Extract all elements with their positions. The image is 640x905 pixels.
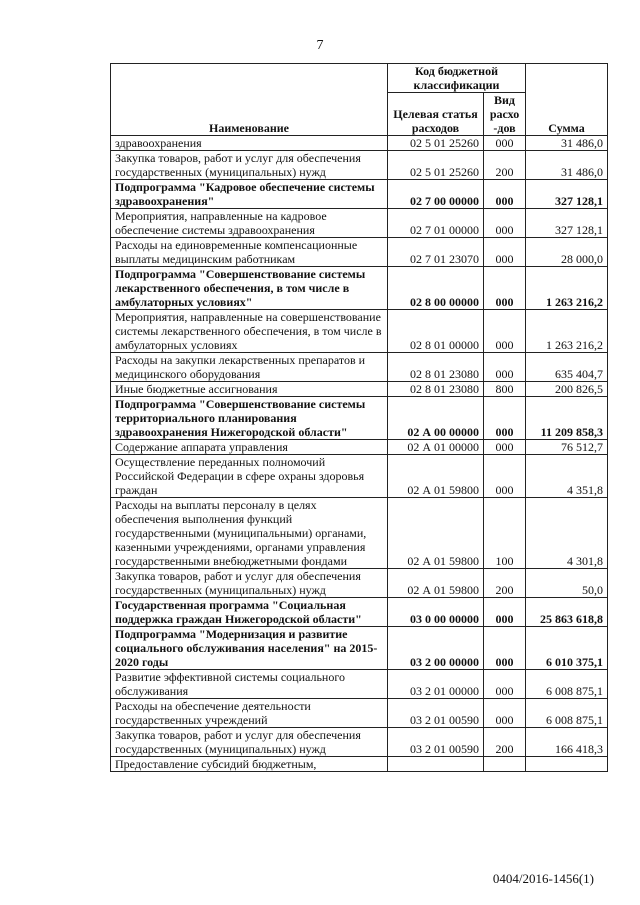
row-code-cell: 03 0 00 00000 [388, 598, 484, 627]
table-row [111, 627, 608, 670]
row-amount-cell: 31 486,0 [526, 151, 608, 180]
row-expense-type-cell: 800 [484, 382, 526, 397]
row-amount-cell: 25 863 618,8 [526, 598, 608, 627]
row-code-cell: 03 2 01 00000 [388, 670, 484, 699]
table-row [111, 757, 608, 772]
table-row [111, 440, 608, 455]
row-name-cell: Расходы на выплаты персоналу в целях обеспечения выполнения функций государственными (муниципальными) органами, казенными учреждениями, органами управления государственными внебюджетными фондами [111, 498, 388, 569]
row-expense-type-cell: 200 [484, 569, 526, 598]
expense-type-header: Вид расхо -дов [484, 93, 526, 136]
table-row [111, 209, 608, 238]
row-amount-cell: 635 404,7 [526, 353, 608, 382]
row-amount-cell: 200 826,5 [526, 382, 608, 397]
row-amount-cell: 6 008 875,1 [526, 699, 608, 728]
row-name-cell: Закупка товаров, работ и услуг для обеспечения государственных (муниципальных) нужд [111, 151, 388, 180]
row-expense-type-cell: 100 [484, 498, 526, 569]
row-name-cell: здравоохранения [111, 136, 388, 151]
row-expense-type-cell: 000 [484, 180, 526, 209]
table-row [111, 180, 608, 209]
row-name-cell: Государственная программа "Социальная поддержка граждан Нижегородской области" [111, 598, 388, 627]
row-amount-cell: 1 263 216,2 [526, 267, 608, 310]
table-header [111, 64, 608, 136]
table-row [111, 238, 608, 267]
row-name-cell: Подпрограмма "Совершенствование системы лекарственного обеспечения, в том числе в амбулаторных условиях" [111, 267, 388, 310]
row-code-cell: 02 8 01 23080 [388, 382, 484, 397]
name-column-header: Наименование [111, 64, 388, 136]
target-article-header: Целевая статья расходов [388, 93, 484, 136]
table-row [111, 353, 608, 382]
table-row [111, 136, 608, 151]
row-code-cell: 02 А 01 59800 [388, 455, 484, 498]
row-amount-cell: 4 301,8 [526, 498, 608, 569]
row-amount-cell: 11 209 858,3 [526, 397, 608, 440]
table-row [111, 382, 608, 397]
row-expense-type-cell: 200 [484, 151, 526, 180]
budget-table [110, 63, 608, 772]
table-row [111, 498, 608, 569]
row-code-cell: 02 8 01 00000 [388, 310, 484, 353]
row-amount-cell [526, 757, 608, 772]
table-row [111, 455, 608, 498]
row-name-cell: Мероприятия, направленные на кадровое обеспечение системы здравоохранения [111, 209, 388, 238]
row-name-cell: Подпрограмма "Модернизация и развитие социального обслуживания населения" на 2015-2020 годы [111, 627, 388, 670]
row-code-cell: 02 А 01 59800 [388, 498, 484, 569]
row-name-cell: Закупка товаров, работ и услуг для обеспечения государственных (муниципальных) нужд [111, 728, 388, 757]
row-code-cell: 02 7 00 00000 [388, 180, 484, 209]
table-row [111, 267, 608, 310]
row-amount-cell: 4 351,8 [526, 455, 608, 498]
row-expense-type-cell: 200 [484, 728, 526, 757]
table-row [111, 598, 608, 627]
row-name-cell: Содержание аппарата управления [111, 440, 388, 455]
table-row [111, 397, 608, 440]
row-name-cell: Расходы на закупки лекарственных препаратов и медицинского оборудования [111, 353, 388, 382]
row-expense-type-cell: 000 [484, 310, 526, 353]
row-amount-cell: 50,0 [526, 569, 608, 598]
row-name-cell: Расходы на единовременные компенсационные выплаты медицинским работникам [111, 238, 388, 267]
row-code-cell: 02 А 00 00000 [388, 397, 484, 440]
row-expense-type-cell: 000 [484, 267, 526, 310]
row-code-cell: 03 2 01 00590 [388, 699, 484, 728]
row-code-cell: 02 5 01 25260 [388, 136, 484, 151]
row-name-cell: Развитие эффективной системы социального обслуживания [111, 670, 388, 699]
table-row [111, 151, 608, 180]
row-expense-type-cell: 000 [484, 209, 526, 238]
row-amount-cell: 31 486,0 [526, 136, 608, 151]
row-name-cell: Мероприятия, направленные на совершенствование системы лекарственного обеспечения, в том числе в амбулаторных условиях [111, 310, 388, 353]
row-code-cell: 03 2 01 00590 [388, 728, 484, 757]
document-code: 0404/2016-1456(1) [492, 871, 594, 886]
row-code-cell: 02 А 01 00000 [388, 440, 484, 455]
row-name-cell: Расходы на обеспечение деятельности государственных учреждений [111, 699, 388, 728]
row-amount-cell: 166 418,3 [526, 728, 608, 757]
row-name-cell: Иные бюджетные ассигнования [111, 382, 388, 397]
row-expense-type-cell: 000 [484, 699, 526, 728]
row-expense-type-cell: 000 [484, 627, 526, 670]
table-row [111, 670, 608, 699]
row-expense-type-cell: 000 [484, 397, 526, 440]
row-code-cell: 02 А 01 59800 [388, 569, 484, 598]
table-row [111, 569, 608, 598]
code-group-header: Код бюджетной классификации [388, 64, 526, 93]
table-body [111, 136, 608, 772]
row-expense-type-cell: 000 [484, 598, 526, 627]
row-amount-cell: 327 128,1 [526, 209, 608, 238]
amount-column-header: Сумма [526, 64, 608, 136]
row-code-cell: 02 7 01 00000 [388, 209, 484, 238]
row-expense-type-cell: 000 [484, 440, 526, 455]
row-name-cell: Закупка товаров, работ и услуг для обеспечения государственных (муниципальных) нужд [111, 569, 388, 598]
row-code-cell: 02 8 00 00000 [388, 267, 484, 310]
row-code-cell: 03 2 00 00000 [388, 627, 484, 670]
row-code-cell: 02 5 01 25260 [388, 151, 484, 180]
page-number: 7 [316, 38, 324, 53]
row-amount-cell: 28 000,0 [526, 238, 608, 267]
row-name-cell: Подпрограмма "Кадровое обеспечение системы здравоохранения" [111, 180, 388, 209]
row-amount-cell: 76 512,7 [526, 440, 608, 455]
row-name-cell: Осуществление переданных полномочий Российской Федерации в сфере охраны здоровья граждан [111, 455, 388, 498]
row-amount-cell: 327 128,1 [526, 180, 608, 209]
row-code-cell: 02 8 01 23080 [388, 353, 484, 382]
row-expense-type-cell: 000 [484, 136, 526, 151]
row-expense-type-cell: 000 [484, 670, 526, 699]
row-amount-cell: 6 008 875,1 [526, 670, 608, 699]
row-expense-type-cell: 000 [484, 455, 526, 498]
row-name-cell: Подпрограмма "Совершенствование системы территориального планирования здравоохранения Нижегородской области" [111, 397, 388, 440]
row-expense-type-cell [484, 757, 526, 772]
row-amount-cell: 1 263 216,2 [526, 310, 608, 353]
row-expense-type-cell: 000 [484, 238, 526, 267]
row-name-cell: Предоставление субсидий бюджетным, [111, 757, 388, 772]
row-expense-type-cell: 000 [484, 353, 526, 382]
table-row [111, 728, 608, 757]
row-code-cell [388, 757, 484, 772]
row-code-cell: 02 7 01 23070 [388, 238, 484, 267]
table-row [111, 310, 608, 353]
row-amount-cell: 6 010 375,1 [526, 627, 608, 670]
table-row [111, 699, 608, 728]
